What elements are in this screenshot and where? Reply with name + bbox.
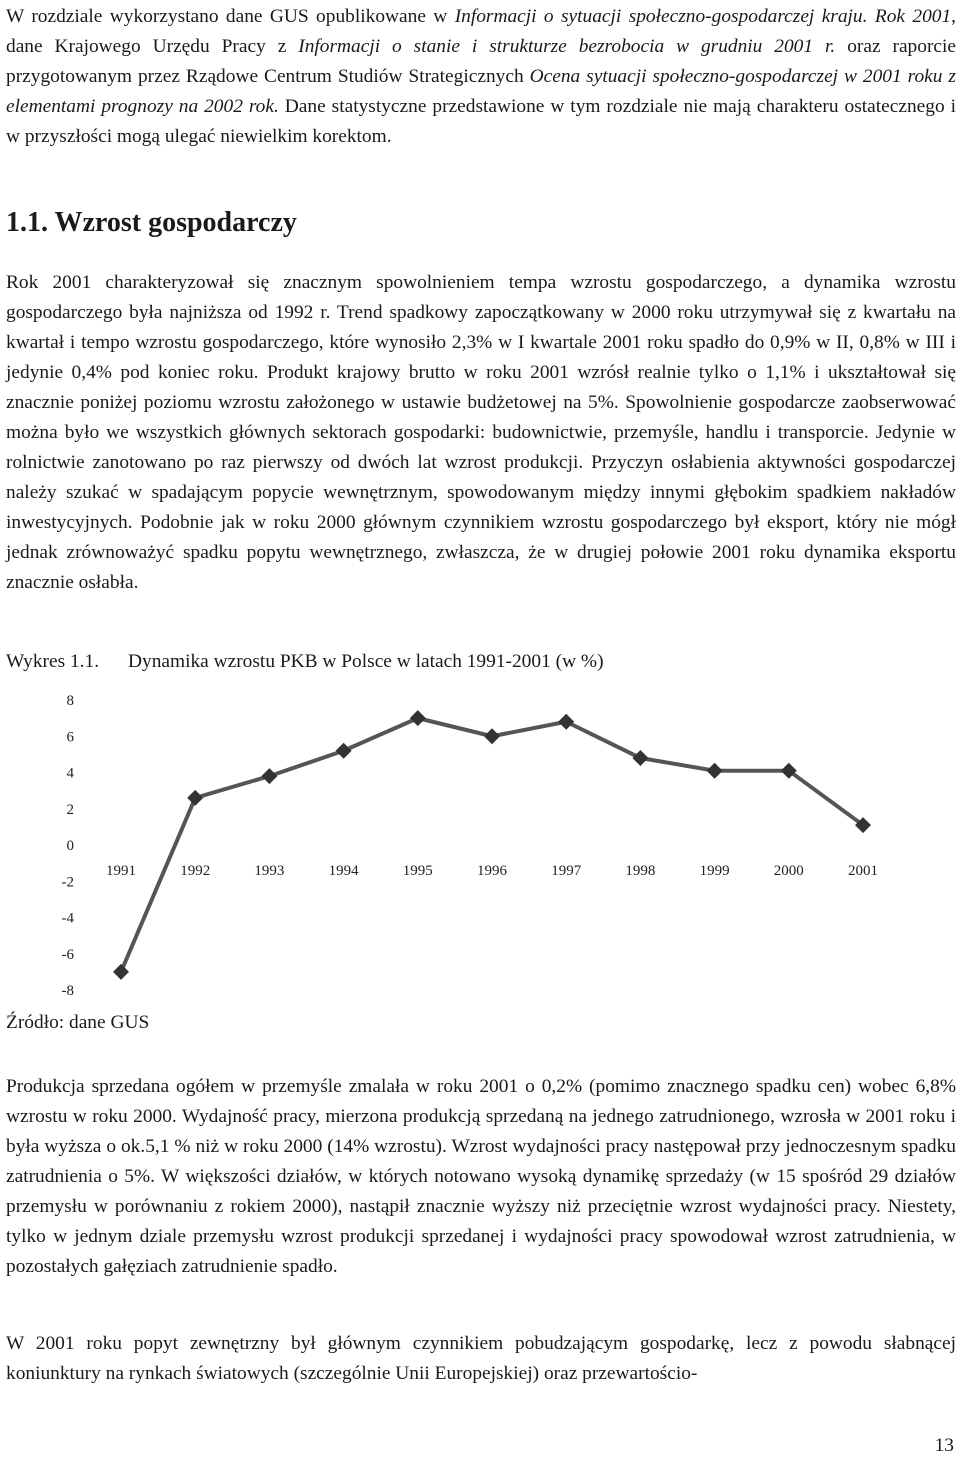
- x-tick-label: 1999: [699, 863, 730, 879]
- intro-text: W rozdziale wykorzystano dane GUS opublikowane w: [6, 6, 455, 27]
- page-number: 13: [934, 1435, 954, 1456]
- demand-paragraph: W 2001 roku popyt zewnętrzny był głównym czynnikiem pobudzającym gospodarkę, lecz z powodu słabnącej koniunktury na rynkach światowych (szczególnie Unii Europejskiej) oraz przewartościo-: [6, 1333, 956, 1384]
- gdp-chart: [0, 680, 960, 1000]
- x-tick-label: 1993: [254, 863, 285, 879]
- x-tick-label: 1997: [551, 863, 582, 879]
- data-point: [632, 750, 648, 766]
- x-tick-label: 1998: [625, 863, 656, 879]
- chart-number: Wykres 1.1.: [6, 651, 100, 672]
- data-point: [707, 763, 723, 779]
- intro-source-title: Ocena sytuacji społeczno-gospodarczej w 2001 roku z elementami prognozy na 2002 rok.: [6, 66, 956, 117]
- data-point: [187, 790, 203, 806]
- data-point: [261, 768, 277, 784]
- x-tick-label: 1996: [477, 863, 507, 879]
- y-tick-label: -2: [61, 874, 74, 891]
- y-tick-label: 6: [66, 729, 74, 746]
- y-tick-label: -6: [61, 946, 74, 963]
- intro-source-title: Informacji o stanie i strukturze bezrobocia w grudniu 2001 r.: [298, 36, 836, 57]
- series-line: [121, 718, 863, 972]
- intro-source-title: Informacji o sytuacji społeczno-gospodarczej kraju. Rok 2001: [454, 6, 952, 27]
- chart-caption: [6, 648, 604, 676]
- intro-text: , dane Krajowego Urzędu Pracy z: [6, 6, 957, 57]
- chart-source: Źródło: dane GUS: [6, 1012, 150, 1033]
- data-point: [410, 710, 426, 726]
- data-point: [113, 964, 129, 980]
- chart-title: Dynamika wzrostu PKB w Polsce w latach 1991-2001 (w %): [128, 651, 604, 672]
- y-tick-label: 0: [66, 838, 74, 854]
- y-tick-label: -4: [61, 910, 74, 927]
- y-tick-label: 2: [66, 801, 74, 818]
- intro-text: oraz raporcie przygotowanym przez Rządowe Centrum Studiów Strategicznych: [6, 36, 957, 87]
- y-tick-label: -8: [61, 983, 74, 999]
- section-heading: 1.1. Wzrost gospodarczy: [6, 207, 297, 238]
- data-point: [336, 743, 352, 759]
- x-tick-label: 2001: [848, 863, 878, 879]
- x-tick-label: 1992: [180, 863, 211, 879]
- intro-text: Dane statystyczne przedstawione w tym rozdziale nie mają charakteru ostatecznego i w przyszłości mogą ulegać niewielkim korektom.: [6, 96, 956, 147]
- y-tick-label: 4: [66, 765, 74, 782]
- growth-paragraph: Rok 2001 charakteryzował się znacznym spowolnieniem tempa wzrostu gospodarczego, a dynamika wzrostu gospodarczego była najniższa od 1992 r. Trend spadkowy zapoczątkowany w 2000 roku utrzymywał się z kwartału na kwartał i tempo wzrostu gospodarczego, które wynosiło 2,3% w I kwartale 2001 roku spadło do 0,9% w II, 0,8% w III i jedynie 0,4% pod koniec roku. Produkt krajowy brutto w roku 2001 wzrósł realnie tylko o 1,1% i ukształtował się znacznie poniżej poziomu wzrostu założonego w ustawie budżetowej na 5%. Spowolnienie gospodarcze zaobserwować można było we wszystkich głównych sektorach gospodarki: budownictwie, przemyśle, handlu i transporcie. Jedynie w rolnictwie zanotowano po raz pierwszy od dwóch lat wzrost produkcji. Przyczyn osłabienia aktywności gospodarczej należy szukać w spadającym popycie wewnętrznym, spowodowanym między innymi głębokim spadkiem nakładów inwestycyjnych. Podobnie jak w roku 2000 głównym czynnikiem wzrostu gospodarczego był eksport, który nie mógł jednak zrównoważyć spadku popytu wewnętrznego, zwłaszcza, że w drugiej połowie 2001 roku dynamika eksportu znacznie osłabła.: [6, 272, 956, 593]
- data-point: [558, 714, 574, 730]
- intro-paragraph: [6, 2, 956, 152]
- industry-paragraph: Produkcja sprzedana ogółem w przemyśle zmalała w roku 2001 o 0,2% (pomimo znacznego spadku cen) wobec 6,8% wzrostu w roku 2000. Wydajność pracy, mierzona produkcją sprzedaną na jednego zatrudnionego, wzrosła w 2001 roku i była wyższa o ok.5,1 % niż w roku 2000 (14% wzrostu). Wzrost wydajności pracy następował przy jednoczesnym spadku zatrudnienia o 5%. W większości działów, w których notowano wysoką dynamikę sprzedaży (w 15 spośród 29 działów przemysłu w porównaniu z rokiem 2000), nastąpił znacznie wyższy niż przeciętnie wzrost wydajności pracy. Niestety, tylko w jednym dziale przemysłu wzrost produkcji sprzedanej i wydajności pracy spowodował wzrost zatrudnienia, w pozostałych gałęziach zatrudnienie spadło.: [6, 1076, 956, 1277]
- x-tick-label: 2000: [773, 863, 804, 879]
- x-tick-label: 1995: [402, 863, 433, 879]
- chart-svg: [0, 680, 960, 1000]
- x-tick-label: 1991: [106, 863, 136, 879]
- data-point: [484, 728, 500, 744]
- x-tick-label: 1994: [328, 863, 359, 879]
- y-tick-label: 8: [66, 693, 74, 709]
